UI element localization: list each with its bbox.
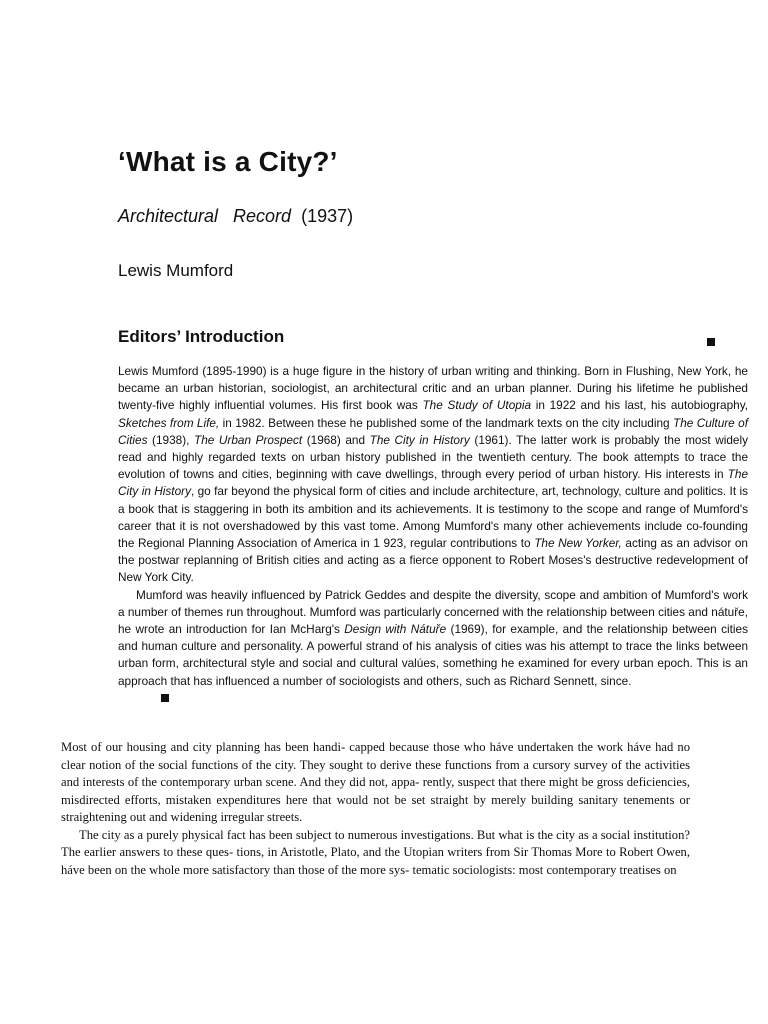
body-paragraph: The city as a purely physical fact has been subject to numerous investigations. But what is the city as a social institution? The earlier answers to these ques- tions, in Aristotle, Plato, and the Utopian writers from Sir Thomas More to Robert Owen, háve been on the whole more satisfactory than those of the more sys- tematic sociologists: most contemporary treatises on — [61, 827, 690, 877]
section-marker — [707, 338, 715, 346]
essay-body-text — [61, 739, 690, 879]
intro-paragraph: Mumford was heavily influenced by Patrick Geddes and despite the diversity, scope and ambition of Mumford's work a number of themes run throughout. Mumford was particularly concerned with the relationship between cities and nátuře, he wrote an introduction for Ian McHarg's Design with Nátuře (1969), for example, and the relationship between cities and human culture and personality. A powerful strand of his analysis of cities was his attempt to trace the links between urban form, architectural style and social and cultural valúes, something he examined for every urban epoch. This is an approach that has influenced a number of sociologists and others, such as Richard Sennett, since. — [118, 587, 748, 688]
chapter-title: ‘What is a City?’ — [118, 146, 338, 177]
publication-name: Architectural Record — [118, 206, 292, 226]
body-paragraph: Most of our housing and city planning has been handi- capped because those who háve undertaken the work háve had no clear notion of the social functions of the city. They sought to derive these functions from a cursory survey of the activities and interests of the contemporary urban scene. And they did not, appa- rently, suspect that there might be gross deficiencies, misdirected efforts, mistaken expenditures here that would not be set straight by merely building sanitary tenements or straightening out and widening irregular streets. — [61, 740, 690, 824]
publication-year: (1937) — [301, 206, 354, 226]
editors-intro-text — [118, 363, 748, 690]
editors-intro-heading: Editors’ Introduction — [118, 327, 285, 346]
intro-paragraph: Lewis Mumford (1895-1990) is a huge figure in the history of urban writing and thinking. Born in Flushing, New York, he became an urban historian, sociologist, an architectural critic and an urban planner. During his lifetime he published twenty-five highly influential volumes. His first book was The Study of Utopia in 1922 and his last, his autobiography, Sketches from Life, in 1982. Between these he published some of the landmark texts on the city including The Culture of Cities (1938), The Urban Prospect (1968) and The City in History (1961). The latter work is probably the most widely read and highly regarded texts on urban history published in the twentieth century. The book attempts to trace the evolution of towns and cities, beginning with cave dwellings, through every period of urban history. His interests in The City in History, go far beyond the physical form of cities and include architecture, art, technology, culture and politics. It is a book that is staggering in both its ambition and its achievements. It is testimony to the scope and range of Mumford's career that it is not overshadowed by this vast tome. Among Mumford's many other achievements include co-founding the Regional Planning Association of America in 1 923, regular contributions to The New Yorker, acting as an advisor on the postwar replanning of British cities and acting as a fierce opponent to Robert Moses's destructive redevelopment of New York City. — [118, 364, 749, 585]
author-name: Lewis Mumford — [118, 261, 234, 280]
publication-line — [118, 206, 353, 227]
section-end-marker — [161, 694, 169, 702]
